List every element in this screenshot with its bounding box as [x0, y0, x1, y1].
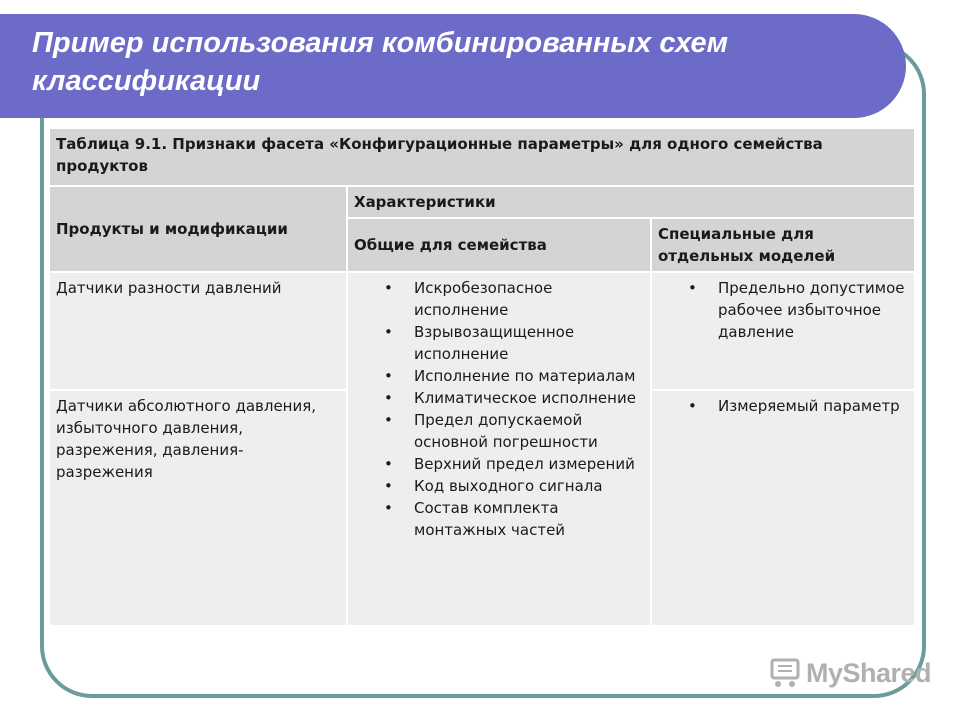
product-cell-2: Датчики абсолютного давления, избыточного давления, разрежения, давления-разрежения [49, 390, 347, 626]
list-item: • Измеряемый параметр [718, 395, 908, 417]
list-item: • Климатическое исполнение [414, 387, 644, 409]
common-cell [347, 272, 651, 626]
classification-table [48, 127, 916, 627]
watermark-text: MyShared [806, 657, 932, 688]
special-list-1 [658, 277, 908, 343]
title-line-2: классификации [32, 65, 261, 97]
list-item: • Предел допускаемой основной погрешности [414, 409, 644, 453]
product-cell-1: Датчики разности давлений [49, 272, 347, 390]
watermark-logo [768, 656, 931, 690]
title-line-1: Пример использования комбинированных схем [32, 27, 729, 59]
list-item: • Верхний предел измерений [414, 453, 644, 475]
cart-icon [768, 656, 802, 690]
list-item: • Предельно допустимое рабочее избыточное давление [718, 277, 908, 343]
header-special: Специальные для отдельных моделей [651, 218, 915, 272]
special-cell-2 [651, 390, 915, 626]
header-products: Продукты и модификации [49, 186, 347, 272]
table-caption: Таблица 9.1. Признаки фасета «Конфигурационные параметры» для одного семейства продуктов [49, 128, 915, 186]
special-cell-1 [651, 272, 915, 390]
list-item: • Взрывозащищенное исполнение [414, 321, 644, 365]
frame-gap [34, 126, 40, 706]
slide-title [32, 24, 728, 100]
special-list-2 [658, 395, 908, 417]
list-item: • Искробезопасное исполнение [414, 277, 644, 321]
common-list [354, 277, 644, 541]
list-item: • Исполнение по материалам [414, 365, 644, 387]
header-characteristics: Характеристики [347, 186, 915, 218]
header-common: Общие для семейства [347, 218, 651, 272]
list-item: • Состав комплекта монтажных частей [414, 497, 644, 541]
list-item: • Код выходного сигнала [414, 475, 644, 497]
